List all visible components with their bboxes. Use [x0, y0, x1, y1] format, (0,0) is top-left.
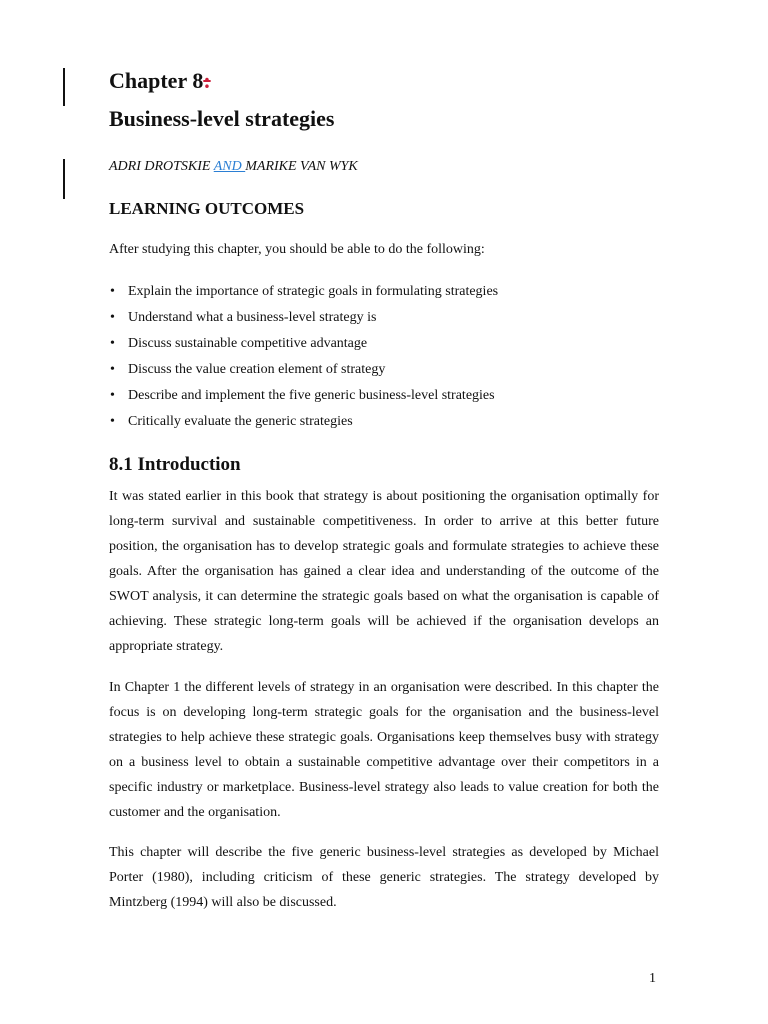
authors-line	[109, 159, 358, 175]
list-item-text: Discuss the value creation element of strategy	[128, 362, 386, 377]
revision-change-bar	[63, 159, 65, 199]
list-item	[109, 307, 498, 333]
bullet-icon: •	[110, 388, 115, 403]
inserted-and: AND	[213, 159, 246, 174]
learning-outcomes-intro: After studying this chapter, you should be able to do the following:	[109, 242, 485, 257]
body-paragraph: In Chapter 1 the different levels of strategy in an organisation were described. In this chapter the focus is on developing long-term strategic goals for the organisation and the business-level strategies to help achieve these strategic goals. Organisations keep themselves busy with strategy on a business level to obtain a sustainable competitive advantage over their competitors in a specific industry or marketplace. Business-level strategy also leads to value creation for both the customer and the organisation.	[109, 680, 659, 820]
bullet-icon: •	[110, 414, 115, 429]
list-item	[109, 385, 498, 411]
bullet-icon: •	[110, 310, 115, 325]
body-paragraph: This chapter will describe the five generic business-level strategies as developed by Michael Porter (1980), including criticism of these generic strategies. The strategy developed by Mintzberg (1994) will also be discussed.	[109, 845, 659, 910]
list-item	[109, 333, 498, 359]
page-number: 1	[649, 971, 656, 986]
list-item	[109, 411, 498, 437]
list-item-text: Understand what a business-level strategy is	[128, 310, 377, 325]
chapter-title: Business-level strategies	[109, 106, 335, 131]
author-first: ADRI DROTSKIE	[109, 159, 214, 174]
author-second: MARIKE VAN WYK	[245, 159, 358, 174]
list-item-text: Critically evaluate the generic strategies	[128, 414, 353, 429]
list-item-text: Discuss sustainable competitive advantage	[128, 336, 368, 351]
bullet-icon: •	[110, 336, 115, 351]
list-item	[109, 359, 498, 385]
revision-change-bar	[63, 68, 65, 106]
body-paragraph: It was stated earlier in this book that strategy is about positioning the organisation optimally for long-term survival and sustainable competitiveness. In order to arrive at this better future position, the organisation has to develop strategic goals and formulate strategies to achieve these goals. After the organisation has gained a clear idea and understanding of the outcome of the SWOT analysis, it can determine the strategic goals based on what the organisation is capable of achieving. These strategic long-term goals will be achieved if the organisation develops an appropriate strategy.	[109, 489, 659, 654]
list-item	[109, 281, 498, 307]
chapter-number: Chapter 8	[109, 68, 204, 93]
chapter-label	[109, 68, 211, 94]
list-item-text: Describe and implement the five generic business-level strategies	[128, 388, 495, 403]
list-item-text: Explain the importance of strategic goals in formulating strategies	[128, 284, 499, 299]
bullet-icon: •	[110, 284, 115, 299]
learning-outcomes-list	[109, 281, 498, 437]
deleted-colon: :	[203, 68, 211, 93]
bullet-icon: •	[110, 362, 115, 377]
section-heading: 8.1 Introduction	[109, 454, 241, 475]
learning-outcomes-heading: LEARNING OUTCOMES	[109, 199, 305, 218]
